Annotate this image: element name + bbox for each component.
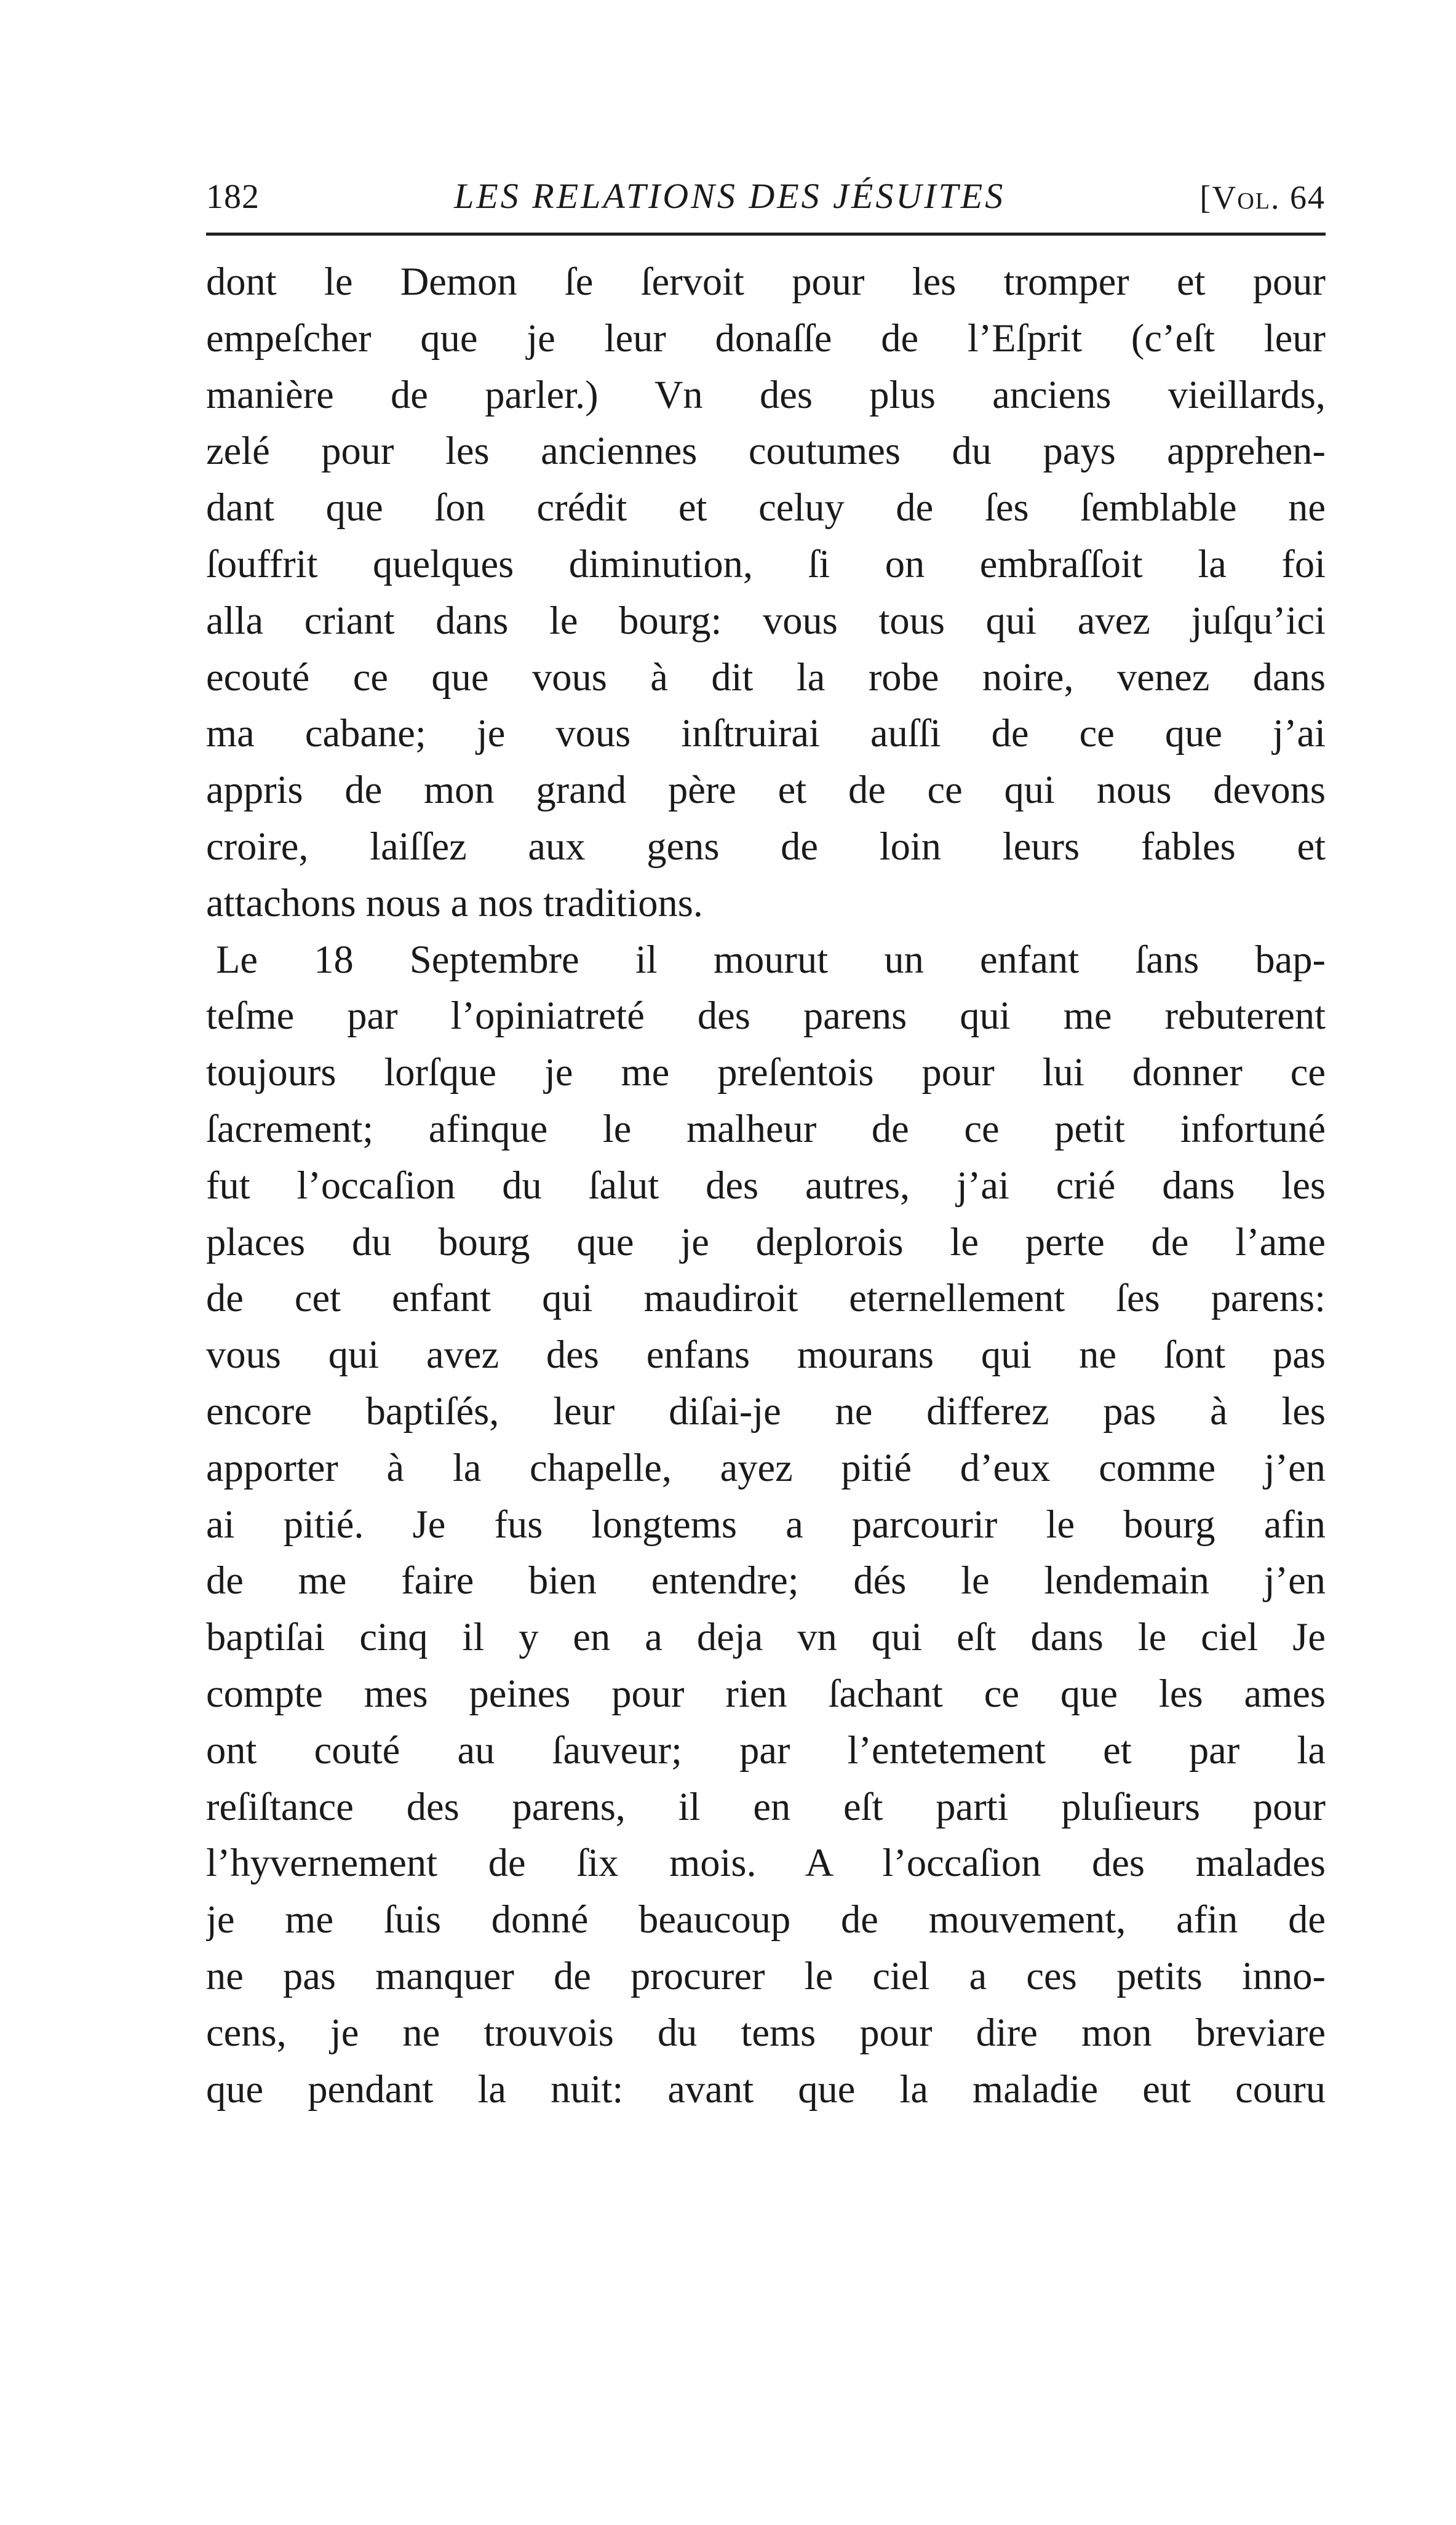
text-line: vous qui avez des enfans mourans qui ne ſont pas [206,1333,1326,1377]
text-line: cens, je ne trouvois du tems pour dire mon breviare [206,2010,1326,2054]
text-line: l’hyvernement de ſix mois. A l’occaſion des malades [206,1841,1326,1885]
text-line: encore baptiſés, leur diſai-je ne differez pas à les [206,1389,1326,1433]
text-line: appris de mon grand père et de ce qui nous devons [206,768,1326,812]
text-line: manière de parler.) Vn des plus anciens vieillards, [206,372,1326,417]
text-line: places du bourg que je deplorois le perte de l’ame [206,1219,1326,1264]
text-line: apporter à la chapelle, ayez pitié d’eux comme j’en [206,1445,1326,1490]
text-line: empeſcher que je leur donaſſe de l’Eſprit (c’eſt leur [206,316,1326,360]
text-line: zelé pour les anciennes coutumes du pays apprehen- [206,429,1326,473]
text-line: dont le Demon ſe ſervoit pour les tromper et pour [206,260,1326,303]
running-head [206,161,1326,217]
text-line: ſacrement; afinque le malheur de ce petit infortuné [206,1106,1326,1151]
text-line: ne pas manquer de procurer le ciel a ces petits inno- [206,1953,1326,1998]
text-line: Le 18 Septembre il mourut un enfant ſans bap- [216,937,1326,981]
text-line: croire, laiſſez aux gens de loin leurs fables et [206,824,1326,868]
page-number: 182 [206,178,260,216]
text-line: alla criant dans le bourg: vous tous qui avez juſqu’ici [206,598,1326,642]
text-line: compte mes peines pour rien ſachant ce que les ames [206,1671,1326,1715]
text-line: fut l’occaſion du ſalut des autres, j’ai crié dans les [206,1163,1326,1207]
volume-label: [Vol. 64 [1199,179,1326,216]
text-line: de me faire bien entendre; dés le lendemain j’en [206,1558,1326,1603]
text-line: reſiſtance des parens, il en eſt parti pluſieurs pour [206,1784,1326,1829]
header-rule [206,233,1326,236]
text-line: ma cabane; je vous inſtruirai auſſi de ce que j’ai [206,711,1326,756]
text-line: teſme par l’opiniatreté des parens qui me rebuterent [206,994,1326,1038]
body-text [206,253,1326,2117]
text-line: baptiſai cinq il y en a deja vn qui eſt dans le ciel Je [206,1615,1326,1659]
text-line: de cet enfant qui maudiroit eternellement ſes parens: [206,1276,1326,1320]
text-line: attachons nous a nos traditions. [206,880,703,925]
text-line: toujours lorſque je me preſentois pour lui donner ce [206,1050,1326,1095]
text-line: que pendant la nuit: avant que la maladie eut couru [206,2067,1326,2111]
text-line: ont couté au ſauveur; par l’entetement et par la [206,1728,1326,1772]
text-line: dant que ſon crédit et celuy de ſes ſemblable ne [206,485,1326,530]
text-line: ſouffrit quelques diminution, ſi on embraſſoit la foi [206,541,1326,586]
text-line: ecouté ce que vous à dit la robe noire, venez dans [206,655,1326,699]
text-line: je me ſuis donné beaucoup de mouvement, afin de [206,1897,1326,1942]
running-title: LES RELATIONS DES JÉSUITES [454,176,1006,216]
text-line: ai pitié. Je fus longtems a parcourir le bourg afin [206,1502,1326,1546]
